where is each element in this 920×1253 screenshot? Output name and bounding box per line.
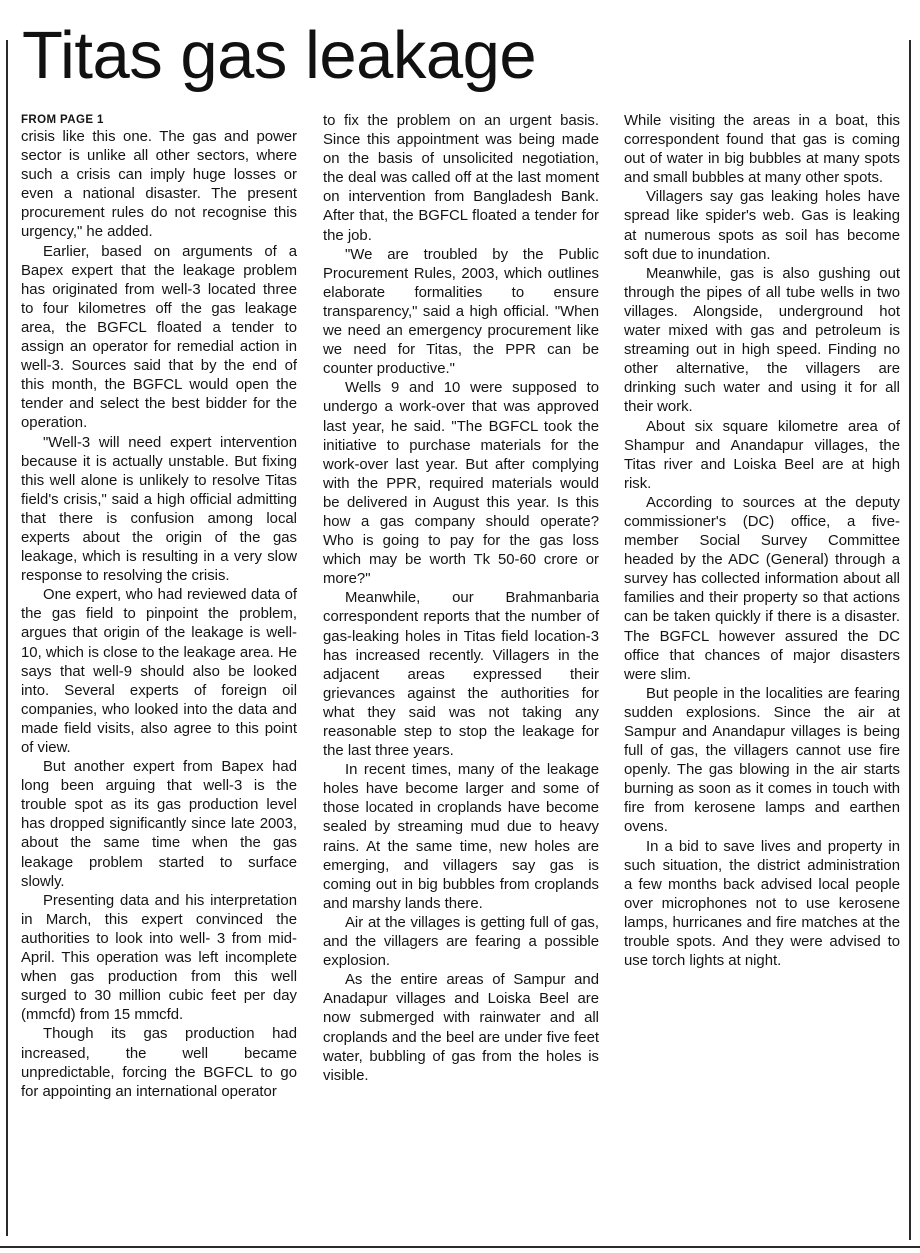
paragraph: Presenting data and his interpretation in March, this expert convinced the authorities to look into well- 3 from mid-April. This operation was left incomplete when gas production from this well surged to 30 million cubic feet per day (mmcfd) from 15 mmcfd. [21,892,297,1024]
paragraph: Earlier, based on arguments of a Bapex expert that the leakage problem has originated from well-3 located three to four kilometres off the gas leakage area, the BGFCL floated a tender to assign an operator for remedial action in well-3. Sources said that by the end of this month, the BGFCL would open the tender and select the best bidder for the operation. [21,243,297,432]
article-column-1 [21,112,297,1102]
paragraph: Wells 9 and 10 were supposed to undergo a work-over that was approved last year, he said. "The BGFCL took the initiative to purchase materials for the work-over last year. But after complying with the PPR, required materials would be delivered in August this year. Is this how a gas company should operate? Who is going to pay for the gas loss which may be worth Tk 50-60 crore or more?" [323,380,599,588]
continuation-kicker: FROM PAGE 1 [21,114,104,126]
paragraph: Meanwhile, gas is also gushing out through the pipes of all tube wells in two villages. Alongside, underground hot water mixed with gas and petroleum is streaming out in high speed. Finding no other alternative, the villagers are drinking such water and using it for all their work. [624,265,900,416]
paragraph: Though its gas production had increased, the well became unpredictable, forcing the BGFCL to go for appointing an international operator [21,1026,297,1100]
paragraph: As the entire areas of Sampur and Anadapur villages and Loiska Beel are now submerged with rainwater and all croplands and the beel are under five feet water, bubbling of gas from the holes is visible. [323,972,599,1084]
paragraph: "We are troubled by the Public Procurement Rules, 2003, which outlines elaborate formalities to ensure transparency," said a high official. "When we need an emergency procurement like we need for Titas, the PPR can be counter productive." [323,246,599,378]
paragraph: Villagers say gas leaking holes have spread like spider's web. Gas is leaking at numerous spots as soil has become soft due to inundation. [624,189,900,263]
paragraph: In a bid to save lives and property in such situation, the district administration a few months back advised local people over microphones not to use kerosene lamps, hurricanes and fire matches at the trouble spots. And they were advised to use torch lights at night. [624,838,900,970]
paragraph: But another expert from Bapex had long been arguing that well-3 is the trouble spot as its gas production level has dropped significantly since late 2003, about the same time when the gas leakage problem started to surface slowly. [21,759,297,890]
paragraph: "Well-3 will need expert intervention because it is actually unstable. But fixing this well alone is unlikely to resolve Titas field's crisis," said a high official admitting that there is confusion among local experts about the origin of the gas leakage, which is resulting in a very slow response to resolving the crisis. [21,434,297,585]
paragraph: Meanwhile, our Brahmanbaria correspondent reports that the number of gas-leaking holes in Titas field location-3 has increased recently. Villagers in the adjacent areas expressed their grievances against the authorities for what they said was not taking any reasonable step to stop the leakage for the last three years. [323,590,599,760]
paragraph: About six square kilometre area of Shampur and Anandapur villages, the Titas river and Loiska Beel are at high risk. [624,418,900,492]
paragraph: to fix the problem on an urgent basis. Since this appointment was being made on the basis of unsolicited negotiation, the deal was called off at the last moment on intervention from Bangladesh Bank. After that, the BGFCL floated a tender for the job. [323,113,599,244]
paragraph: One expert, who had reviewed data of the gas field to pinpoint the problem, argues that origin of the leakage is well-10, which is close to the leakage area. He says that well-9 should also be looked into. Several experts of foreign oil companies, who looked into the data and made field visits, also agree to this point of view. [21,587,297,756]
paragraph: But people in the localities are fearing sudden explosions. Since the air at Sampur and Anandapur villages is being full of gas, the villagers cannot use fire openly. The gas blowing in the air starts burning as soon as it comes in touch with fire from kerosene lamps and earthen ovens. [624,685,900,836]
left-column-rule [6,40,8,1236]
paragraph: crisis like this one. The gas and power sector is unlike all other sectors, where such a crisis can imply huge losses or even a national disaster. The present procurement rules do not recognise this urgency," he added. [21,129,297,241]
article-column-3 [624,112,900,971]
article-column-2 [323,112,599,1086]
paragraph: According to sources at the deputy commissioner's (DC) office, a five-member Social Survey Committee headed by the ADC (General) through a survey has collected information about all families and their property so that actions can be taken quickly if there is a disaster. The BGFCL however assured the DC office that chances of major disasters were slim. [624,494,900,683]
paragraph: Air at the villages is getting full of gas, and the villagers are fearing a possible explosion. [323,914,599,970]
paragraph: In recent times, many of the leakage holes have become larger and some of those located in croplands have become sealed by streaming mud due to heavy rains. At the same time, new holes are emerging, and villagers say gas is coming out in big bubbles from croplands and marshy lands there. [323,762,599,912]
right-column-rule [909,40,911,1240]
headline: Titas gas leakage [22,18,537,93]
bottom-rule [0,1246,920,1248]
paragraph: While visiting the areas in a boat, this correspondent found that gas is coming out of water in big bubbles at many spots and small bubbles at many other spots. [624,113,900,187]
